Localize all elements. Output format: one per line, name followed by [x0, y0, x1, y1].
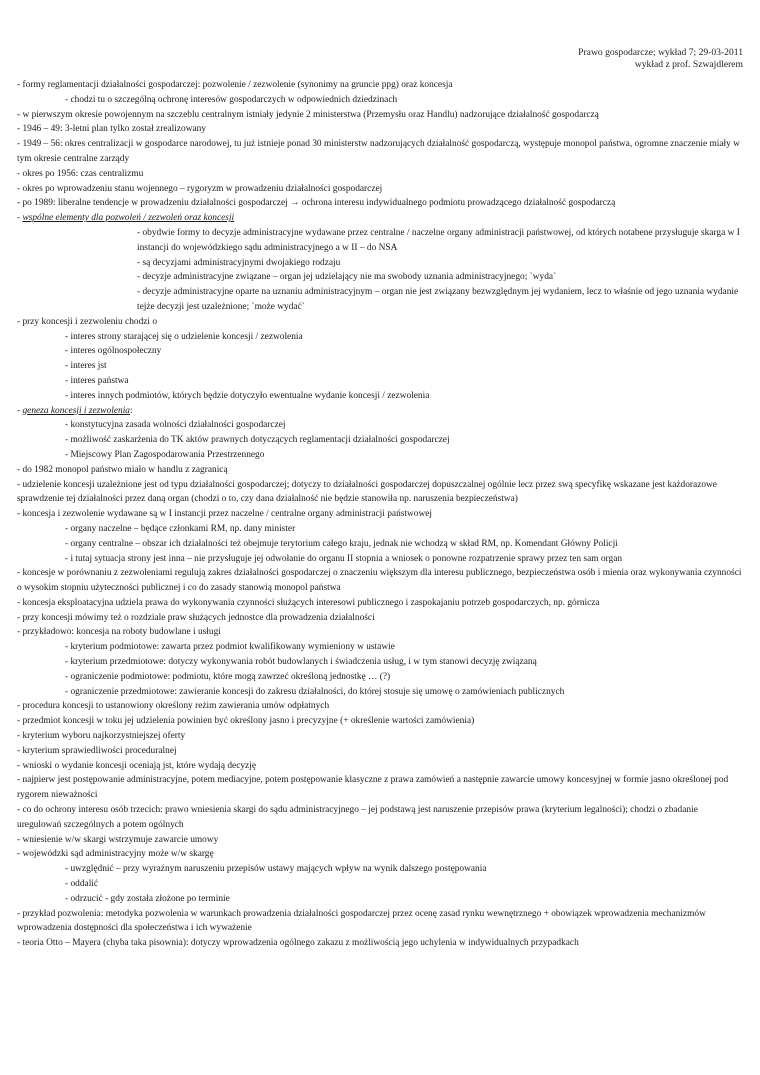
- note-text: - kryterium sprawiedliwości proceduralnej: [17, 745, 177, 756]
- note-line: [17, 78, 744, 93]
- note-line: [17, 907, 744, 937]
- header-course-line: Prawo gospodarcze; wykład 7; 29-03-2011: [578, 47, 743, 58]
- section-heading: geneza koncesji i zezwolenia: [22, 405, 130, 416]
- note-line: [17, 744, 744, 759]
- note-line: [17, 670, 744, 685]
- note-text: - odrzucić - gdy została złożone po terminie: [65, 893, 230, 904]
- note-text: - chodzi tu o szczególną ochronę interesów gospodarczych w odpowiednich dziedzinach: [65, 94, 398, 105]
- note-text: - 1949 – 56: okres centralizacji w gospodarce narodowej, tu już istnieje ponad 30 ministerstw nadzorujących działalność gospodarczą, występuje monopol państwa, ogromne znaczenie miały w tym okresie centralne zarządy: [17, 139, 740, 164]
- note-text: - przykładowo: koncesja na roboty budowlane i usługi: [17, 627, 221, 638]
- note-text: - formy reglamentacji działalności gospodarczej: pozwolenie / zezwolenie (synonimy na gruncie ppg) oraz koncesja: [17, 80, 453, 90]
- note-text: - są decyzjami administracyjnymi dwojakiego rodzaju: [137, 257, 341, 268]
- note-line: [17, 729, 744, 744]
- note-line: [17, 803, 744, 833]
- note-line: [17, 196, 744, 211]
- note-text: - w pierwszym okresie powojennym na szczeblu centralnym istniały jedynie 2 ministerstwa (Przemysłu oraz Handlu) nadzorujące działalność gospodarczą: [17, 109, 599, 120]
- note-line: [17, 433, 744, 448]
- note-text: - okres po 1956: czas centralizmu: [17, 168, 144, 179]
- note-line: [17, 122, 744, 137]
- note-line: [17, 211, 744, 226]
- note-text: - Miejscowy Plan Zagospodarowania Przestrzennego: [65, 449, 265, 460]
- note-text: - 1946 – 49: 3-letni plan tylko został zrealizowany: [17, 124, 207, 135]
- section-heading: wspólne elementy dla pozwoleń / zezwoleń oraz koncesji: [22, 213, 235, 224]
- note-line: [17, 374, 744, 389]
- note-text: - decyzje administracyjne związane – organ jej udzielający nie ma swobody uznania administracyjnego; `wyda`: [137, 272, 557, 283]
- note-text: - interes jst: [65, 361, 107, 372]
- note-line: [17, 833, 744, 848]
- note-line: [17, 404, 744, 419]
- note-line: [17, 167, 744, 182]
- note-text: -: [17, 405, 23, 416]
- note-line: [17, 537, 744, 552]
- note-line: [17, 285, 744, 315]
- note-text: - procedura koncesji to ustanowiony określony reżim zawierania umów odpłatnych: [17, 701, 330, 712]
- note-text: - uwzględnić – przy wyraźnym naruszeniu przepisów ustawy mających wpływ na wynik dalszego postępowania: [65, 864, 487, 875]
- note-line: [17, 448, 744, 463]
- note-line: [17, 226, 744, 256]
- note-text: - co do ochrony interesu osób trzecich: prawo wniesienia skargi do sądu administracyjnego – jej podstawą jest naruszenie przepisów prawa (kryterium legalności); chodzi o zbadanie uregulowań szczególnych a potem ogólnych: [17, 805, 698, 830]
- note-line: [17, 685, 744, 700]
- note-text: - organy naczelne – będące członkami RM, np. dany minister: [65, 523, 296, 534]
- note-text: - ograniczenie przedmiotowe: zawieranie koncesji do zakresu działalności, do której stosuje się umowę o zamówieniach publicznych: [65, 686, 565, 697]
- note-text: - wniesienie w/w skargi wstrzymuje zawarcie umowy: [17, 834, 219, 845]
- note-line: [17, 344, 744, 359]
- note-line: [17, 478, 744, 508]
- note-line: [17, 522, 744, 537]
- note-text: - i tutaj sytuacja strony jest inna – nie przysługuje jej odwołanie do organu II stopnia a wniosek o ponowne rozpatrzenie sprawy przez ten sam organ: [65, 553, 623, 564]
- note-line: [17, 93, 744, 108]
- note-text: - przy koncesji i zezwoleniu chodzi o: [17, 316, 158, 327]
- note-text: - udzielenie koncesji uzależnione jest od typu działalności gospodarczej; dotyczy to działalności gospodarczej dopuszczalnej ogólnie lecz przez swą specyfikę wskazane jest każdorazowe sprawdzenie tej działalności przez daną organ (chodzi o to, czy dana działalność nie będzie stanowiła np. naruszenia bezpieczeństwa): [17, 479, 717, 505]
- note-text: - po 1989: liberalne tendencje w prowadzeniu działalności gospodarczej → ochrona interesu indywidualnego podmiotu prowadzącego działalność gospodarczą: [17, 198, 616, 209]
- note-line: [17, 714, 744, 729]
- note-text: - okres po wprowadzeniu stanu wojennego – rygoryzm w prowadzeniu działalności gospodarczej: [17, 183, 383, 194]
- note-line: [17, 596, 744, 611]
- note-text: - najpierw jest postępowanie administracyjne, potem mediacyjne, potem postępowanie klasyczne z prawa zamówień a następnie zawarcie umowy koncesyjnej w formie jasno określonej pod rygorem nieważności: [17, 775, 729, 801]
- note-text: - kryterium wyboru najkorzystniejszej oferty: [17, 731, 186, 742]
- note-text: - obydwie formy to decyzje administracyjne wydawane przez centralne / naczelne organy administracji państwowej, od których notabene przysługuje skarga w I instancji do wojewódzkiego sądu administracyjnego a w II – do NSA: [137, 227, 740, 253]
- note-line: [17, 463, 744, 478]
- notes-list: [17, 78, 744, 951]
- note-line: [17, 625, 744, 640]
- note-text: - konstytucyjna zasada wolności działalności gospodarczej: [65, 420, 286, 431]
- note-line: [17, 862, 744, 877]
- note-text: - koncesje w porównaniu z zezwoleniami regulują zakres działalności gospodarczej o znaczeniu większym dla interesu publicznego, bezpieczeństwa osób i mienia oraz wykonywania czynności o wysokim stopniu użyteczności publicznej i co do zasady stanowią monopol państwa: [17, 568, 742, 594]
- note-text: - interes ogólnospołeczny: [65, 346, 162, 357]
- note-text: - interes państwa: [65, 375, 129, 386]
- note-text-tail: :: [130, 405, 133, 416]
- note-text: - do 1982 monopol państwo miało w handlu z zagranicą: [17, 464, 228, 475]
- note-line: [17, 552, 744, 567]
- note-line: [17, 759, 744, 774]
- note-text: - możliwość zaskarżenia do TK aktów prawnych dotyczących reglamentacji działalności gospodarczej: [65, 435, 450, 446]
- note-line: [17, 182, 744, 197]
- note-text: - ograniczenie podmiotowe: podmiotu, które mogą zawrzeć określoną jednostkę … (?): [65, 671, 391, 682]
- note-text: - wnioski o wydanie koncesji oceniają jst, które wydają decyzję: [17, 760, 256, 771]
- note-text: - przy koncesji mówimy też o rozdziale praw służących jednostce dla prowadzenia działalności: [17, 612, 375, 623]
- document-header: [578, 47, 743, 72]
- note-line: [17, 330, 744, 345]
- note-line: [17, 892, 744, 907]
- note-text: - koncesja eksploatacyjna udziela prawa do wykonywania czynności służących interesowi publicznego i zaspokajaniu potrzeb gospodarczych, np. górnicza: [17, 597, 600, 608]
- note-line: [17, 611, 744, 626]
- note-text: - interes innych podmiotów, których będzie dotyczyło ewentualne wydanie koncesji / zezwolenia: [65, 390, 430, 401]
- note-line: [17, 773, 744, 803]
- note-text: - decyzje administracyjne oparte na uznaniu administracyjnym – organ nie jest związany bezwzględnym jej wydaniem, lecz to właśnie od jego uznania wydanie tejże decyzji jest uzależnione; `może wydać`: [137, 287, 739, 312]
- note-line: [17, 655, 744, 670]
- note-line: [17, 418, 744, 433]
- note-line: [17, 108, 744, 123]
- note-text: - organy centralne – obszar ich działalności też obejmuje terytorium całego kraju, jednak nie wchodzą w skład RM, np. Komendant Główny Policji: [65, 538, 618, 549]
- note-text: - przykład pozwolenia: metodyka pozwolenia w warunkach prowadzenia działalności gospodarczej przez ocenę zasad rynku wewnętrznego + obowiązek wprowadzenia mechanizmów wprowadzenia dostępności dla społeczeństwa i ich wyważenie: [17, 908, 706, 934]
- note-text: -: [17, 213, 23, 224]
- note-line: [17, 699, 744, 714]
- note-text: - interes strony starającej się o udzielenie koncesji / zezwolenia: [65, 331, 303, 342]
- note-line: [17, 877, 744, 892]
- note-line: [17, 137, 744, 167]
- note-line: [17, 847, 744, 862]
- note-text: - teoria Otto – Mayera (chyba taka pisownia): dotyczy wprowadzenia ogólnego zakazu z możliwością jego uchylenia w indywidualnych przypadkach: [17, 938, 579, 949]
- note-text: - wojewódzki sąd administracyjny może w/w skargę: [17, 849, 214, 860]
- note-text: - kryterium podmiotowe: zawarta przez podmiot kwalifikowany wymieniony w ustawie: [65, 642, 395, 653]
- note-line: [17, 640, 744, 655]
- note-line: [17, 507, 744, 522]
- note-text: - koncesja i zezwolenie wydawane są w I instancji przez naczelne / centralne organy administracji państwowej: [17, 509, 433, 520]
- note-text: - kryterium przedmiotowe: dotyczy wykonywania robót budowlanych i świadczenia usług, i w tym stanowi decyzję związaną: [65, 657, 537, 668]
- note-line: [17, 936, 744, 951]
- note-text: - oddalić: [65, 879, 99, 890]
- note-line: [17, 256, 744, 271]
- note-line: [17, 270, 744, 285]
- note-line: [17, 566, 744, 596]
- note-text: - przedmiot koncesji w toku jej udzielenia powinien być określony jasno i precyzyjne (+ określenie wartości zamówienia): [17, 716, 475, 727]
- note-line: [17, 315, 744, 330]
- note-line: [17, 389, 744, 404]
- header-lecturer-line: wykład z prof. Szwajdlerem: [634, 59, 743, 71]
- note-line: [17, 359, 744, 374]
